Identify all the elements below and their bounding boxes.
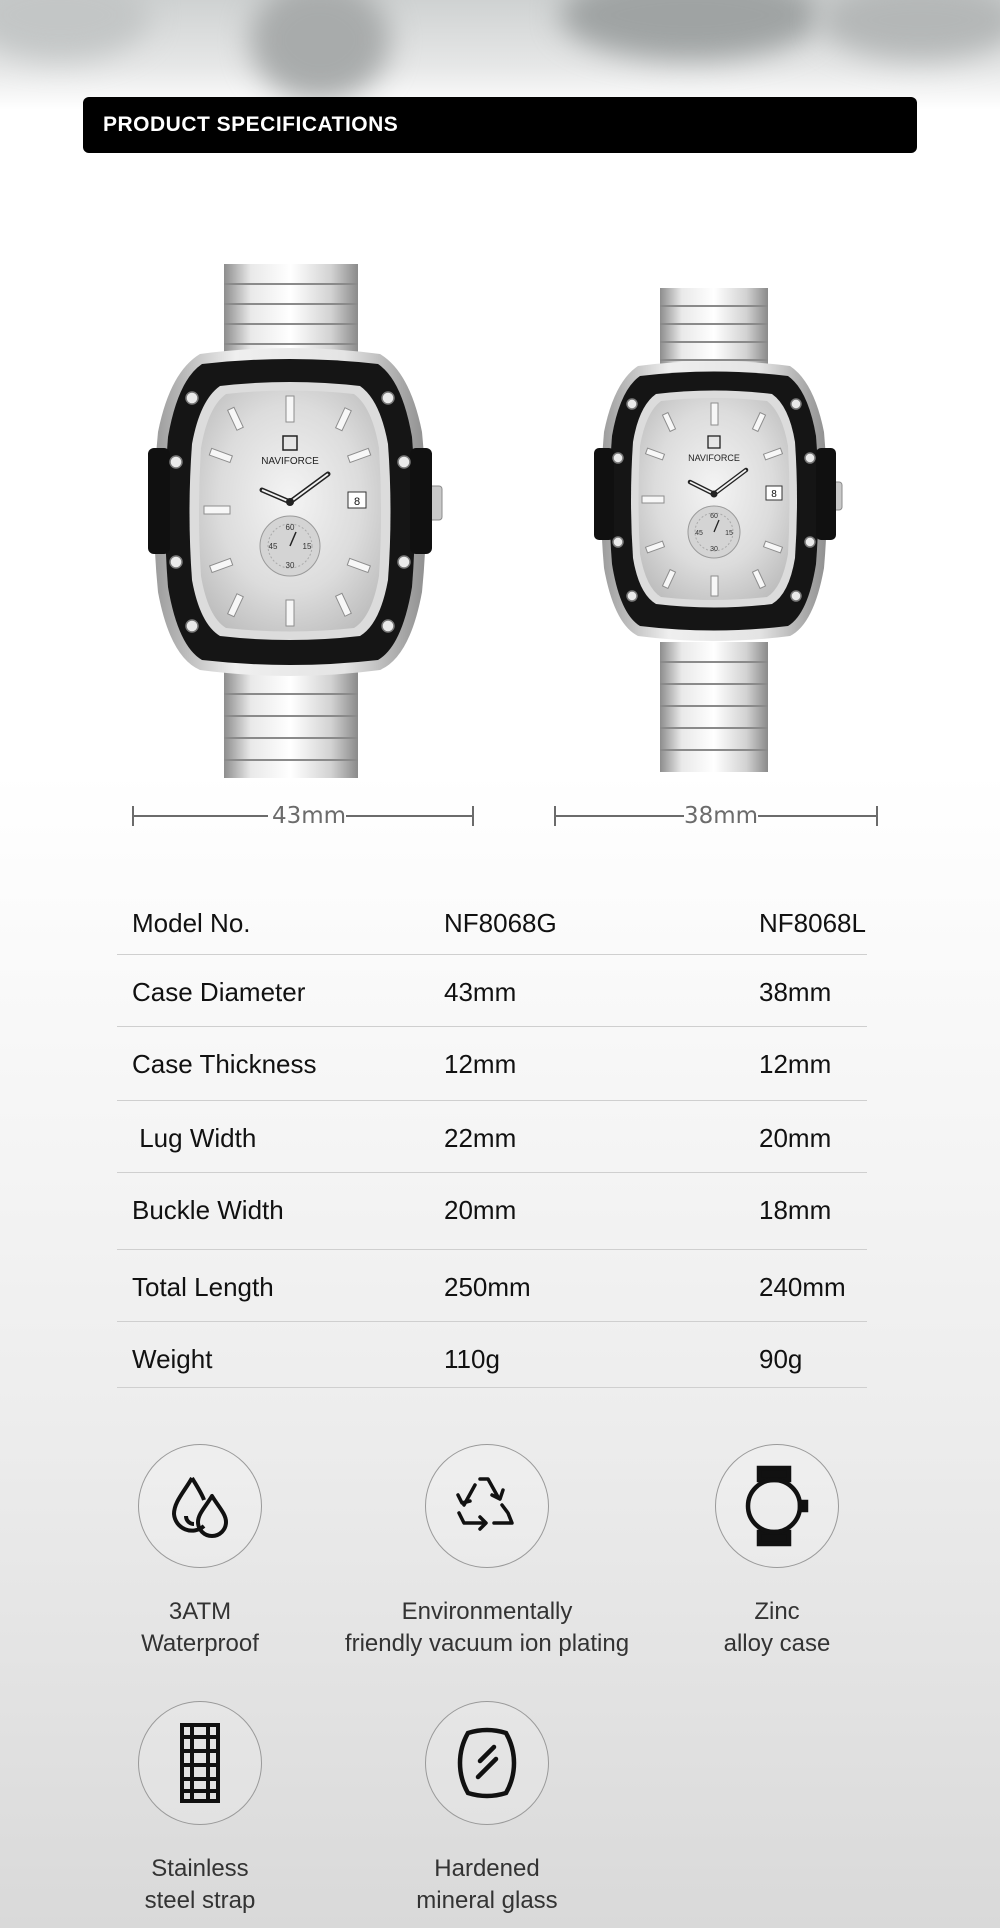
spec-value-l: 12mm <box>759 1049 832 1079</box>
dimension-small-label: 38mm <box>684 803 759 829</box>
top-background <box>0 0 1000 110</box>
feature-waterproof-line2: Waterproof <box>141 1630 259 1657</box>
spec-row-case-thickness <box>117 1027 867 1101</box>
watch-large-date: 8 <box>353 496 361 508</box>
recycle-icon <box>425 1444 549 1568</box>
watch-small-image <box>586 286 856 776</box>
feature-zinc-case-line2: alloy case <box>723 1630 831 1657</box>
water-drops-icon <box>138 1444 262 1568</box>
feature-ion-plating-line2: friendly vacuum ion plating <box>344 1630 630 1657</box>
spec-value-g: 22mm <box>444 1123 517 1153</box>
steel-strap-icon <box>138 1701 262 1825</box>
feature-mineral-glass-line2: mineral glass <box>416 1887 558 1914</box>
watch-small-brand: NAVIFORCE <box>688 453 740 463</box>
spec-value-g: 12mm <box>444 1049 517 1079</box>
feature-zinc-case <box>627 1444 927 1660</box>
watch-large-image <box>140 262 460 782</box>
watch-case-icon <box>715 1444 839 1568</box>
spec-value-g: 110g <box>444 1344 500 1374</box>
spec-label: Case Diameter <box>132 977 306 1007</box>
spec-label: Lug Width <box>132 1123 257 1153</box>
svg-text:15: 15 <box>302 542 312 551</box>
spec-row-case-diameter <box>117 955 867 1027</box>
dimension-large <box>132 803 474 829</box>
watch-large-brand: NAVIFORCE <box>261 456 319 467</box>
spec-value-l: 90g <box>759 1344 803 1374</box>
section-title: PRODUCT SPECIFICATIONS <box>103 113 399 136</box>
spec-value-l: 18mm <box>759 1195 832 1225</box>
spec-row-lug-width <box>117 1101 867 1173</box>
section-header <box>83 97 917 153</box>
feature-mineral-glass-line1: Hardened <box>434 1855 540 1882</box>
spec-table <box>117 886 867 1388</box>
spec-value-l: 38mm <box>759 977 832 1007</box>
spec-label: Weight <box>132 1344 213 1374</box>
spec-value-l: NF8068L <box>759 908 866 938</box>
feature-waterproof-line1: 3ATM <box>168 1598 232 1625</box>
svg-text:30: 30 <box>285 561 295 570</box>
spec-value-l: 20mm <box>759 1123 832 1153</box>
spec-row-model <box>117 886 867 955</box>
spec-row-weight <box>117 1322 867 1388</box>
spec-label: Buckle Width <box>132 1195 284 1225</box>
feature-steel-strap-line1: Stainless <box>151 1855 249 1882</box>
spec-label: Model No. <box>132 908 251 938</box>
spec-row-total-length <box>117 1250 867 1322</box>
spec-value-g: NF8068G <box>444 908 557 938</box>
svg-text:15: 15 <box>725 530 733 537</box>
feature-steel-strap <box>50 1701 350 1917</box>
svg-text:60: 60 <box>710 513 718 520</box>
feature-waterproof <box>50 1444 350 1660</box>
feature-zinc-case-line1: Zinc <box>754 1598 800 1625</box>
svg-text:60: 60 <box>285 523 295 532</box>
feature-mineral-glass <box>337 1701 637 1917</box>
spec-value-g: 20mm <box>444 1195 517 1225</box>
feature-ion-plating <box>337 1444 637 1660</box>
spec-row-buckle-width <box>117 1173 867 1250</box>
dimension-large-label: 43mm <box>272 803 347 829</box>
feature-ion-plating-line1: Environmentally <box>401 1598 573 1625</box>
mineral-glass-icon <box>425 1701 549 1825</box>
svg-text:45: 45 <box>268 542 278 551</box>
spec-label: Total Length <box>132 1272 274 1302</box>
spec-value-g: 250mm <box>444 1272 531 1302</box>
spec-value-g: 43mm <box>444 977 517 1007</box>
svg-text:30: 30 <box>710 546 718 553</box>
svg-text:45: 45 <box>695 530 703 537</box>
watch-small-date: 8 <box>771 489 777 500</box>
dimension-small <box>554 803 878 829</box>
spec-label: Case Thickness <box>132 1049 317 1079</box>
feature-steel-strap-line2: steel strap <box>144 1887 256 1914</box>
spec-value-l: 240mm <box>759 1272 846 1302</box>
